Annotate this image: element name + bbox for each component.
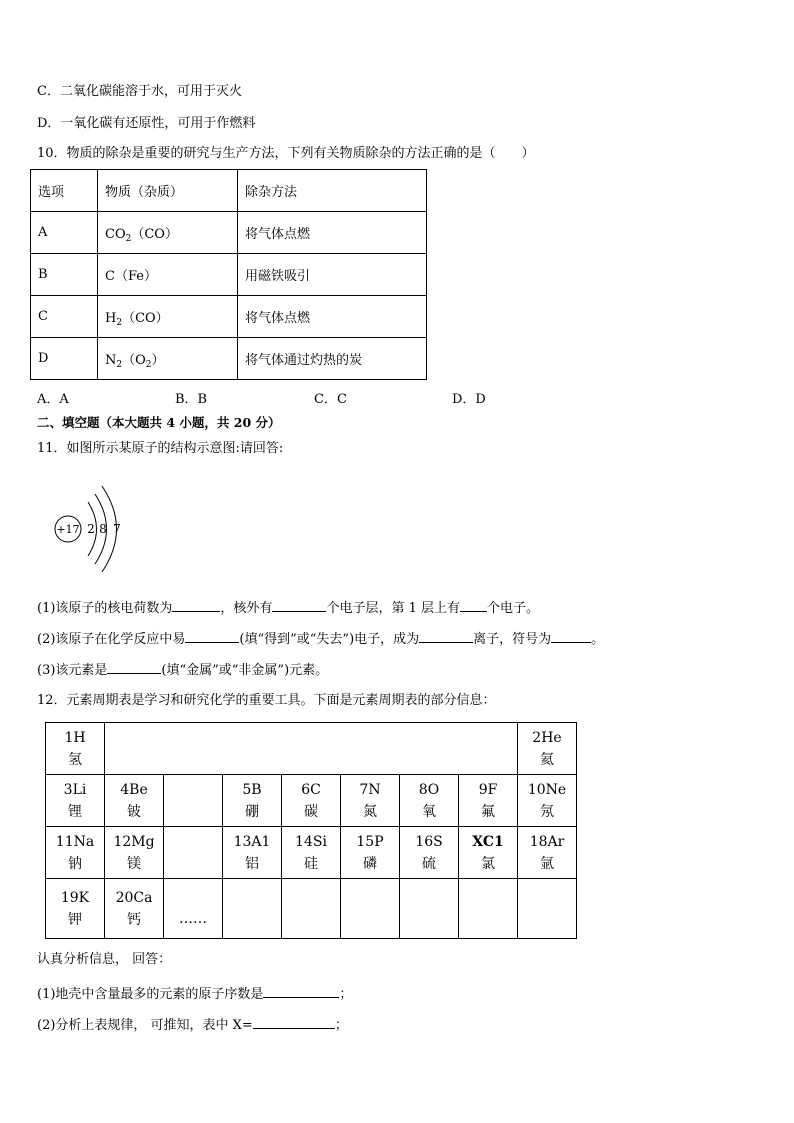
row-option: B bbox=[31, 254, 98, 296]
element-symbol: 9F bbox=[478, 781, 498, 798]
element-cell bbox=[46, 827, 105, 879]
element-cell bbox=[282, 827, 341, 879]
element-symbol-unknown: XC1 bbox=[472, 833, 504, 850]
question-11-stem: 11．如图所示某原子的结构示意图:请回答: bbox=[37, 441, 284, 456]
table-row bbox=[31, 338, 427, 380]
element-symbol: 8O bbox=[418, 781, 440, 798]
answer-blank[interactable] bbox=[107, 659, 161, 674]
answer-blank[interactable] bbox=[253, 1014, 335, 1029]
answer-a: A．A bbox=[37, 392, 69, 407]
element-cell bbox=[46, 723, 105, 775]
answer-blank[interactable] bbox=[551, 628, 591, 643]
impurity: （Fe） bbox=[114, 269, 157, 284]
answer-b: B．B bbox=[175, 392, 208, 407]
text: ； bbox=[339, 987, 353, 1002]
element-symbol: 3Li bbox=[63, 781, 87, 798]
element-cell bbox=[400, 827, 459, 879]
table-row bbox=[31, 212, 427, 254]
impurity-end: ） bbox=[151, 353, 165, 368]
element-name: 钙 bbox=[127, 911, 141, 928]
element-name: 氟 bbox=[481, 803, 495, 820]
subscript: 2 bbox=[116, 360, 123, 370]
element-symbol: 14Si bbox=[295, 833, 327, 850]
element-cell bbox=[105, 775, 164, 827]
element-symbol: 10Ne bbox=[527, 781, 567, 798]
text: 。 bbox=[591, 632, 605, 647]
element-cell bbox=[518, 879, 577, 939]
text: ，核外有 bbox=[220, 601, 273, 616]
period-row-4 bbox=[46, 879, 577, 939]
element-cell bbox=[518, 775, 577, 827]
row-method: 将气体通过灼热的炭 bbox=[238, 338, 427, 380]
element-symbol: 16S bbox=[415, 833, 443, 850]
element-symbol: 7N bbox=[359, 781, 381, 798]
element-cell bbox=[164, 827, 223, 879]
element-cell bbox=[164, 879, 223, 939]
shell-3-electrons: 7 bbox=[113, 522, 121, 536]
text: (2)该原子在化学反应中易 bbox=[37, 632, 186, 647]
answer-blank[interactable] bbox=[460, 597, 487, 612]
text: 个电子。 bbox=[486, 601, 539, 616]
text: 离子，符号为 bbox=[473, 632, 552, 647]
answer-blank[interactable] bbox=[272, 597, 326, 612]
text: ； bbox=[334, 1018, 348, 1033]
option-d-text: D．一氧化碳有还原性，可用于作燃料 bbox=[37, 116, 256, 131]
subscript: 2 bbox=[116, 318, 123, 328]
answer-blank[interactable] bbox=[172, 597, 220, 612]
element-cell bbox=[223, 827, 282, 879]
question-10-stem: 10．物质的除杂是重要的研究与生产方法，下列有关物质除杂的方法正确的是（ ） bbox=[37, 146, 535, 161]
periodic-table bbox=[45, 722, 577, 939]
element-symbol: 1H bbox=[64, 729, 86, 746]
element-cell bbox=[400, 879, 459, 939]
q11-part-1 bbox=[37, 597, 539, 618]
text: (填“得到”或“失去”)电子，成为 bbox=[239, 632, 420, 647]
q11-part-3 bbox=[37, 659, 328, 680]
element-name: 钾 bbox=[68, 911, 82, 928]
element-cell bbox=[341, 879, 400, 939]
element-cell bbox=[223, 879, 282, 939]
table-header-row bbox=[31, 170, 427, 212]
impurity: （CO） bbox=[122, 311, 169, 326]
element-symbol: 19K bbox=[60, 889, 90, 906]
q12-part-2 bbox=[37, 1014, 348, 1035]
q11-part-2 bbox=[37, 628, 604, 649]
element-name: 碳 bbox=[304, 803, 318, 820]
element-cell bbox=[105, 879, 164, 939]
option-c-text: C．二氧化碳能溶于水，可用于灭火 bbox=[37, 84, 242, 99]
element-name: 镁 bbox=[127, 855, 141, 872]
table-row bbox=[31, 254, 427, 296]
element-cell bbox=[518, 827, 577, 879]
empty-span bbox=[105, 723, 518, 775]
question-12-stem: 12．元素周期表是学习和研究化学的重要工具。下面是元素周期表的部分信息： bbox=[37, 693, 496, 708]
atom-structure-diagram bbox=[50, 484, 140, 576]
answer-blank[interactable] bbox=[263, 983, 339, 998]
element-symbol: 12Mg bbox=[113, 833, 155, 850]
element-name: 硼 bbox=[245, 803, 259, 820]
subscript: 2 bbox=[125, 234, 132, 244]
row-substance bbox=[98, 338, 238, 380]
element-symbol: 5B bbox=[242, 781, 262, 798]
header-method: 除杂方法 bbox=[238, 170, 427, 212]
element-symbol: 13A1 bbox=[233, 833, 271, 850]
element-cell bbox=[223, 775, 282, 827]
element-cell bbox=[459, 879, 518, 939]
element-cell bbox=[46, 879, 105, 939]
text: (3)该元素是 bbox=[37, 663, 108, 678]
answer-blank[interactable] bbox=[185, 628, 239, 643]
element-cell bbox=[164, 775, 223, 827]
formula: C bbox=[105, 269, 115, 284]
element-name: 氯 bbox=[481, 855, 495, 872]
subscript: 2 bbox=[145, 360, 152, 370]
impurity: （CO） bbox=[131, 227, 178, 242]
header-substance: 物质（杂质） bbox=[98, 170, 238, 212]
element-cell bbox=[282, 879, 341, 939]
element-name: 磷 bbox=[363, 855, 377, 872]
element-cell bbox=[341, 775, 400, 827]
row-method: 用磁铁吸引 bbox=[238, 254, 427, 296]
period-row-2 bbox=[46, 775, 577, 827]
period-row-1 bbox=[46, 723, 577, 775]
table-row bbox=[31, 296, 427, 338]
formula: H bbox=[105, 311, 117, 326]
element-name: 铝 bbox=[245, 855, 259, 872]
row-substance bbox=[98, 296, 238, 338]
period-row-3 bbox=[46, 827, 577, 879]
element-name: 氧 bbox=[422, 803, 436, 820]
element-symbol: 6C bbox=[301, 781, 321, 798]
text: 个电子层，第 1 层上有 bbox=[326, 601, 460, 616]
row-method: 将气体点燃 bbox=[238, 296, 427, 338]
element-cell bbox=[400, 775, 459, 827]
shell-1-electrons: 2 bbox=[87, 522, 95, 536]
text: (2)分析上表规律， 可推知，表中 X= bbox=[37, 1018, 253, 1033]
answer-c: C．C bbox=[314, 392, 347, 407]
element-name: 锂 bbox=[68, 803, 82, 820]
answer-blank[interactable] bbox=[419, 628, 473, 643]
row-substance bbox=[98, 212, 238, 254]
element-name: 氢 bbox=[68, 751, 82, 768]
element-cell bbox=[518, 723, 577, 775]
element-name: 氩 bbox=[540, 855, 554, 872]
analyze-prompt: 认真分析信息， 回答： bbox=[37, 952, 172, 967]
text: (1)该原子的核电荷数为 bbox=[37, 601, 173, 616]
purification-table bbox=[30, 169, 427, 380]
element-cell bbox=[282, 775, 341, 827]
element-symbol: 18Ar bbox=[529, 833, 565, 850]
element-name: 铍 bbox=[127, 803, 141, 820]
element-name: 氮 bbox=[363, 803, 377, 820]
section-heading: 二、填空题（本大题共 4 小题，共 20 分） bbox=[37, 415, 281, 430]
header-option: 选项 bbox=[31, 170, 98, 212]
text: (填“金属”或“非金属”)元素。 bbox=[161, 663, 329, 678]
row-option: C bbox=[31, 296, 98, 338]
element-name: 氦 bbox=[540, 751, 554, 768]
element-cell bbox=[459, 775, 518, 827]
element-cell bbox=[459, 827, 518, 879]
row-option: A bbox=[31, 212, 98, 254]
element-symbol: 15P bbox=[356, 833, 384, 850]
element-name: 硫 bbox=[422, 855, 436, 872]
row-option: D bbox=[31, 338, 98, 380]
row-substance bbox=[98, 254, 238, 296]
impurity: （O bbox=[122, 353, 146, 368]
element-cell bbox=[105, 827, 164, 879]
shell-2-electrons: 8 bbox=[99, 522, 107, 536]
element-symbol: 4Be bbox=[120, 781, 148, 798]
formula: N bbox=[105, 353, 117, 368]
row-method: 将气体点燃 bbox=[238, 212, 427, 254]
element-symbol: 11Na bbox=[55, 833, 95, 850]
element-name: 氖 bbox=[540, 803, 554, 820]
element-name: 硅 bbox=[304, 855, 318, 872]
element-cell bbox=[341, 827, 400, 879]
element-cell bbox=[46, 775, 105, 827]
text: (1)地壳中含量最多的元素的原子序数是 bbox=[37, 987, 264, 1002]
nucleus-charge: +17 bbox=[56, 523, 80, 536]
element-name: 钠 bbox=[68, 855, 82, 872]
element-symbol: 20Ca bbox=[115, 889, 153, 906]
element-symbol: 2He bbox=[532, 729, 562, 746]
answer-d: D．D bbox=[452, 392, 486, 407]
q12-part-1 bbox=[37, 983, 352, 1004]
formula: CO bbox=[105, 227, 126, 242]
ellipsis: …… bbox=[179, 911, 207, 927]
